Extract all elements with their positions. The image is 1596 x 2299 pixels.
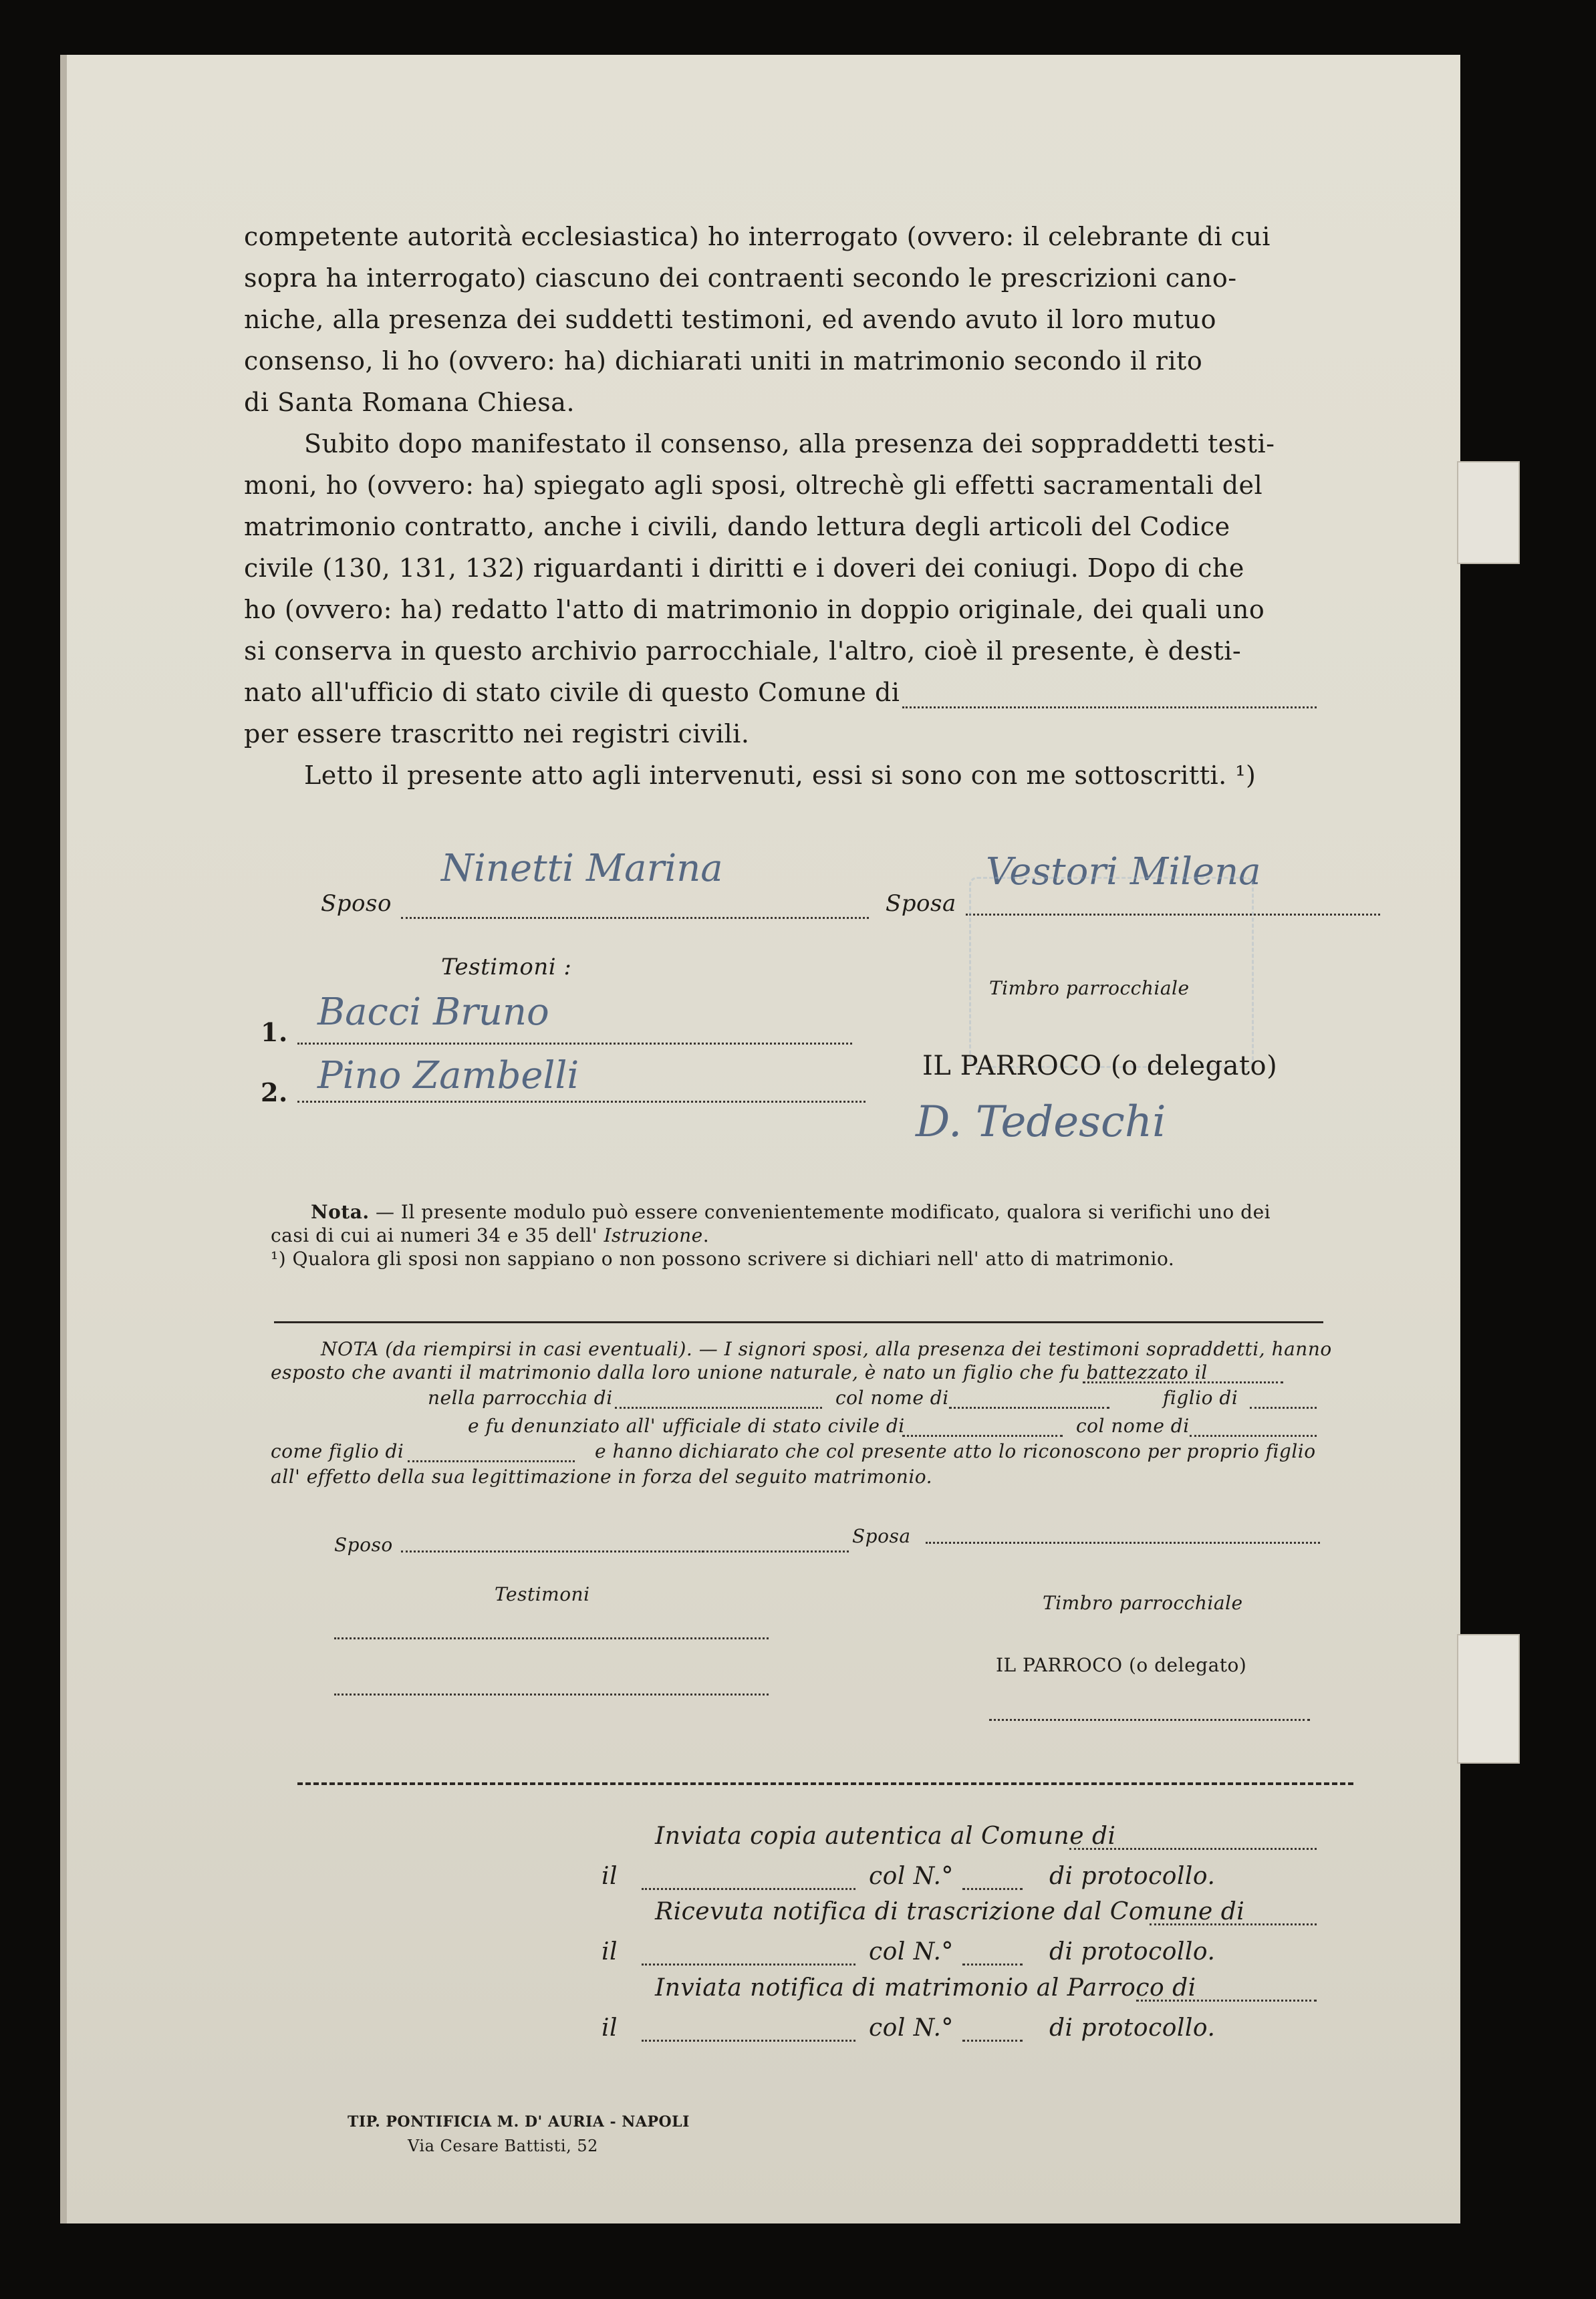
body-line-8: matrimonio contratto, anche i civili, dando lettura degli articoli del Codice bbox=[244, 512, 1230, 541]
body-line-3: niche, alla presenza dei suddetti testimoni, ed avendo avuto il loro mutuo bbox=[244, 305, 1216, 334]
legit-witness-1-line bbox=[334, 1637, 769, 1639]
parroco-label: IL PARROCO (o delegato) bbox=[922, 1051, 1278, 1081]
reg-il-2: il bbox=[602, 1938, 618, 1966]
nota-footnote: ¹) Qualora gli sposi non sappiano o non possono scrivere si dichiari nell' atto di matrimonio. bbox=[271, 1248, 1175, 1270]
legit-parroco-line bbox=[989, 1719, 1310, 1721]
witness-1-line bbox=[297, 1043, 852, 1045]
body-line-2: sopra ha interrogato) ciascuno dei contraenti secondo le prescrizioni cano- bbox=[244, 263, 1237, 293]
legit-line-6: all' effetto della sua legittimazione in forza del seguito matrimonio. bbox=[271, 1466, 933, 1488]
reg-coln-3: col N.° bbox=[869, 2014, 954, 2042]
reg-date-blank-3 bbox=[642, 2040, 855, 2042]
legit-timbro-label: Timbro parrocchiale bbox=[1043, 1592, 1243, 1614]
legit-nome-blank-2 bbox=[1190, 1435, 1317, 1437]
printer-line-1: TIP. PONTIFICIA M. D' AURIA - NAPOLI bbox=[348, 2113, 690, 2131]
witness-1-signature: Bacci Bruno bbox=[317, 990, 549, 1034]
reg-num-blank-2 bbox=[962, 1964, 1023, 1966]
legit-come-figlio-label: come figlio di bbox=[271, 1440, 404, 1462]
nota-line-2c: . bbox=[702, 1224, 710, 1246]
body-line-7: moni, ho (ovvero: ha) spiegato agli sposi, oltrechè gli effetti sacramentali del bbox=[244, 470, 1263, 500]
body-line-13: per essere trascritto nei registri civili. bbox=[244, 719, 750, 749]
body-line-4: consenso, li ho (ovvero: ha) dichiarati uniti in matrimonio secondo il rito bbox=[244, 346, 1203, 376]
torn-fragment-top bbox=[1457, 461, 1520, 564]
reg-proto-2: di protocollo. bbox=[1049, 1938, 1216, 1966]
reg-line-3: Inviata notifica di matrimonio al Parroco di bbox=[655, 1974, 1196, 2002]
reg-coln-2: col N.° bbox=[869, 1938, 954, 1966]
reg-line-1: Inviata copia autentica al Comune di bbox=[655, 1822, 1116, 1850]
reg-parroco-blank bbox=[1136, 2000, 1317, 2002]
body-line-5: di Santa Romana Chiesa. bbox=[244, 388, 575, 417]
body-line-6: Subito dopo manifestato il consenso, alla presenza dei soppraddetti testi- bbox=[304, 429, 1275, 458]
legit-come-figlio-blank bbox=[408, 1460, 575, 1462]
legit-nome-blank bbox=[949, 1407, 1109, 1409]
body-line-9: civile (130, 131, 132) riguardanti i diritti e i doveri dei coniugi. Dopo di che bbox=[244, 553, 1244, 583]
nota-text: — Il presente modulo può essere convenientemente modificato, qualora si verifichi uno dei bbox=[369, 1201, 1271, 1223]
witness-2-number: 2. bbox=[261, 1077, 288, 1107]
legit-denunziato-label: e fu denunziato all' ufficiale di stato civile di bbox=[468, 1415, 905, 1437]
timbro-label: Timbro parrocchiale bbox=[989, 977, 1190, 999]
sposo-signature: Ninetti Marina bbox=[441, 847, 723, 890]
witness-2-signature: Pino Zambelli bbox=[317, 1054, 579, 1097]
nota-line-2 bbox=[271, 1224, 709, 1246]
comune-blank bbox=[902, 706, 1317, 708]
printer-line-2: Via Cesare Battisti, 52 bbox=[408, 2137, 598, 2155]
legit-witness-2-line bbox=[334, 1694, 769, 1696]
legit-nome-label-2: col nome di bbox=[1076, 1415, 1190, 1437]
legit-sposa-label: Sposa bbox=[852, 1525, 911, 1547]
witness-1-number: 1. bbox=[261, 1017, 288, 1047]
body-line-12: nato all'ufficio di stato civile di questo Comune di bbox=[244, 678, 900, 707]
legit-testimoni-label: Testimoni bbox=[495, 1583, 590, 1605]
nota-istruzione: Istruzione bbox=[604, 1224, 703, 1246]
sposa-label: Sposa bbox=[886, 890, 956, 917]
section-divider-2 bbox=[297, 1782, 1353, 1785]
parroco-signature: D. Tedeschi bbox=[916, 1097, 1166, 1147]
reg-date-blank-2 bbox=[642, 1964, 855, 1966]
reg-coln-1: col N.° bbox=[869, 1863, 954, 1890]
nota-label: Nota. bbox=[311, 1201, 370, 1223]
reg-il-1: il bbox=[602, 1863, 618, 1890]
witness-2-line bbox=[297, 1101, 866, 1103]
section-divider-1 bbox=[274, 1321, 1323, 1323]
legit-figlio-blank bbox=[1250, 1407, 1317, 1409]
legit-line-2: esposto che avanti il matrimonio dalla loro unione naturale, è nato un figlio che fu battezzato il bbox=[271, 1361, 1208, 1383]
nota-line-2a: casi di cui ai numeri 34 e 35 dell' bbox=[271, 1224, 604, 1246]
reg-line-2: Ricevuta notifica di trascrizione dal Comune di bbox=[655, 1898, 1245, 1925]
nota-line-1 bbox=[311, 1201, 1271, 1223]
reg-proto-1: di protocollo. bbox=[1049, 1863, 1216, 1890]
legit-parrocchia-blank bbox=[615, 1407, 822, 1409]
reg-num-blank-3 bbox=[962, 2040, 1023, 2042]
body-line-1: competente autorità ecclesiastica) ho interrogato (ovvero: il celebrante di cui bbox=[244, 222, 1271, 251]
legit-parroco-label: IL PARROCO (o delegato) bbox=[996, 1654, 1247, 1676]
torn-fragment-bottom bbox=[1457, 1634, 1520, 1764]
sposo-line bbox=[401, 917, 869, 919]
legit-sposa-line bbox=[926, 1542, 1320, 1544]
legit-stato-civile-blank bbox=[902, 1435, 1063, 1437]
body-line-10: ho (ovvero: ha) redatto l'atto di matrimonio in doppio originale, dei quali uno bbox=[244, 595, 1265, 624]
body-line-11: si conserva in questo archivio parrocchiale, l'altro, cioè il presente, è desti- bbox=[244, 636, 1242, 666]
parish-stamp-area bbox=[969, 877, 1254, 1068]
reg-comune-blank-2 bbox=[1150, 1923, 1317, 1925]
legit-dichiarato-text: e hanno dichiarato che col presente atto lo riconoscono per proprio figlio bbox=[595, 1440, 1316, 1462]
legit-line-1: NOTA (da riempirsi in casi eventuali). — I signori sposi, alla presenza dei testimoni sopraddetti, hanno bbox=[321, 1338, 1332, 1360]
legit-sposo-label: Sposo bbox=[334, 1534, 393, 1556]
sposa-signature: Vestori Milena bbox=[986, 850, 1261, 894]
sposo-label: Sposo bbox=[321, 890, 392, 917]
testimoni-label: Testimoni : bbox=[441, 954, 572, 980]
legit-nome-label: col nome di bbox=[835, 1387, 949, 1409]
legit-parrocchia-label: nella parrocchia di bbox=[428, 1387, 613, 1409]
legit-sposa-pre-line bbox=[702, 1550, 849, 1552]
legit-battezzato-blank bbox=[1083, 1381, 1283, 1383]
body-line-14: Letto il presente atto agli intervenuti, essi si sono con me sottoscritti. ¹) bbox=[304, 761, 1256, 790]
reg-il-3: il bbox=[602, 2014, 618, 2042]
legit-figlio-label: figlio di bbox=[1163, 1387, 1238, 1409]
reg-date-blank-1 bbox=[642, 1888, 855, 1890]
document-page bbox=[60, 55, 1460, 2223]
reg-proto-3: di protocollo. bbox=[1049, 2014, 1216, 2042]
reg-num-blank-1 bbox=[962, 1888, 1023, 1890]
reg-comune-blank-1 bbox=[1069, 1848, 1317, 1850]
